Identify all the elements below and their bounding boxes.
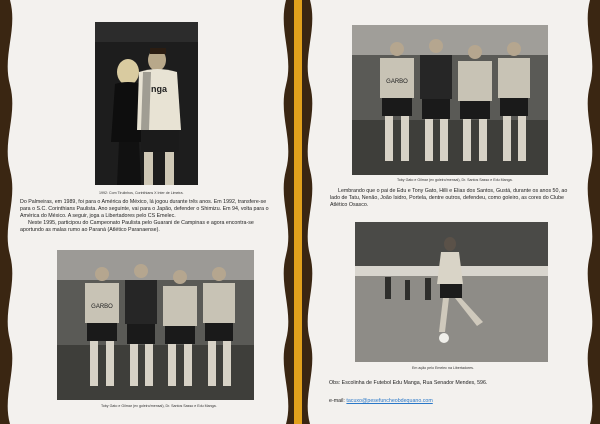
right-wave-border: [582, 0, 600, 424]
photo-caption: Em ação pelo Emelec na Libertadores.: [412, 366, 474, 370]
couple-photo: [95, 22, 198, 185]
footer-note: Obs: Escolinha de Futebol Edu Manga, Rua Senador Mendes, 596.: [329, 380, 488, 386]
team-photo: [57, 250, 254, 400]
left-page-right-wave: [276, 0, 294, 424]
article-paragraph: Lembrando que o pai de Edu e Tony Gato, Hilli e Elias dos Santos, Gustá, durante os anos 50, ao lado de Tatu, Nenão, João Isidro, Portela, dentre outros, defendeu, como goleiro, as cores do Clube Atlético Osasco.: [330, 188, 568, 208]
jersey-text: nga: [150, 84, 168, 94]
photo-caption: Toby Gato e Gilmar (ex goleiro/mensal), Dr. Santos Sasso e Edu Manga.: [101, 404, 217, 408]
article-paragraph: Do Palmeiras, em 1989, foi para o América do México, lá jogou durante três anos. Em 1992, transfere-se para o S.C. Corinthians Paulista. Ano seguinte, vai para o Japão, defender o Shimizu. Em 94, volta para o América do México. A seguir, joga a Libertadores pelo CS Emelec.: [20, 199, 269, 219]
email-line: [329, 398, 579, 405]
email-label: e-mail:: [329, 398, 345, 404]
photo-caption: 1992: Com Tirulinhos, Corinthians X Inter de Limeira.: [99, 191, 184, 195]
article-paragraph: Neste 1995, participou do Campeonato Paulista pelo Guarani de Campinas e agora encontra-se aportundo as malas rumo ao Paraná (Atlético Paranaense).: [20, 220, 254, 233]
email-link[interactable]: tacuxo@pesefuncheobdequano.com: [346, 398, 433, 404]
photo-caption: Toby Gato e Gilmar (ex goleiro/mensal), Dr. Santos Sasso e Edu Manga.: [397, 178, 513, 182]
team-photo: [352, 25, 548, 175]
left-wave-border: [0, 0, 18, 424]
action-photo: [355, 222, 548, 362]
jersey-text: GARBO: [386, 79, 408, 85]
jersey-text: GARBO: [91, 304, 113, 310]
right-page-left-wave: [302, 0, 320, 424]
article-body: [20, 199, 278, 234]
